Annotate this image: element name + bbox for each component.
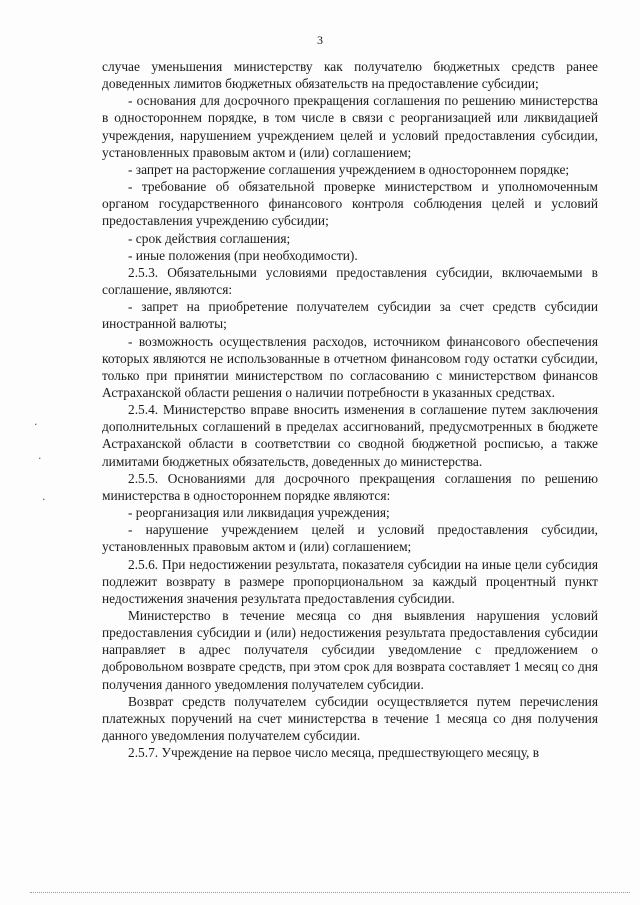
paragraph: - запрет на расторжение соглашения учреждением в одностороннем порядке; [128,161,570,177]
paragraph: случае уменьшения министерству как получателю бюджетных средств ранее доведенных лимитов бюджетных обязательств на предоставление субсидии; [102,59,598,92]
paragraph: - срок действия соглашения; [128,230,291,246]
paragraph: 2.5.6. При недостижении результата, показателя субсидии на иные цели субсидия подлежит возврату в размере пропорциональном за каждый процентный пункт недостижения значения результата предоставления субсидии. [102,556,598,606]
paragraph: Возврат средств получателем субсидии осуществляется путем перечисления платежных поручений на счет министерства в течение 1 месяца со дня получения данного уведомления получателем субсидии. [102,693,598,744]
paragraph: - требование об обязательной проверке министерством и уполномоченным органом государственного финансового контроля соблюдения целей и условий предоставления учреждению субсидии; [102,179,598,229]
scan-speck: · [42,493,46,506]
paragraph: Министерство в течение месяца со дня выявления нарушения условий предоставления субсидии и (или) недостижения результата предоставления субсидии направляет в адрес получателя субсидии уведомление с предложением о добровольном возврате средств, при этом срок для возврата составляет 1 месяц со дня получения данного уведомления получателем субсидии. [102,608,598,692]
paragraph: - иные положения (при необходимости). [128,247,358,263]
scan-speck: · [34,418,38,431]
page-number: 3 [317,33,323,47]
paragraph: - нарушение учреждением целей и условий предоставления субсидии, установленных правовым актом и (или) соглашением; [102,522,598,555]
paragraph: - возможность осуществления расходов, источником финансового обеспечения которых являются не использованные в отчетном финансовом году остатки субсидии, только при принятии министерством по согласованию с министерством финансов Астраханской области решения о наличии потребности в указанных средствах. [102,333,598,400]
paragraph: 2.5.4. Министерство вправе вносить изменения в соглашение путем заключения дополнительных соглашений в пределах ассигнований, предусмотренных в бюджете Астраханской области в соответствии со сводной бюджетной росписью, а также лимитами бюджетных обязательств, доведенных до министерства. [102,402,598,469]
paragraph: - реорганизация или ликвидация учреждения; [128,505,390,521]
paragraph: 2.5.3. Обязательными условиями предоставления субсидии, включаемыми в соглашение, являются: [102,264,598,298]
paragraph: 2.5.5. Основаниями для досрочного прекращения соглашения по решению министерства в одностороннем порядке являются: [102,470,598,503]
document-body [102,58,598,761]
paragraph: 2.5.7. Учреждение на первое число месяца, предшествующего месяцу, в [128,745,540,761]
scan-edge-line [30,892,630,893]
scan-speck: · [38,452,42,465]
paragraph: - основания для досрочного прекращения соглашения по решению министерства в одностороннем порядке, в том числе в связи с реорганизацией или ликвидацией учреждения, нарушением учреждением целей и условий предоставления субсидии, установленных правовым актом и (или) соглашением; [102,93,598,160]
paragraph: - запрет на приобретение получателем субсидии за счет средств субсидии иностранной валюты; [102,299,598,332]
